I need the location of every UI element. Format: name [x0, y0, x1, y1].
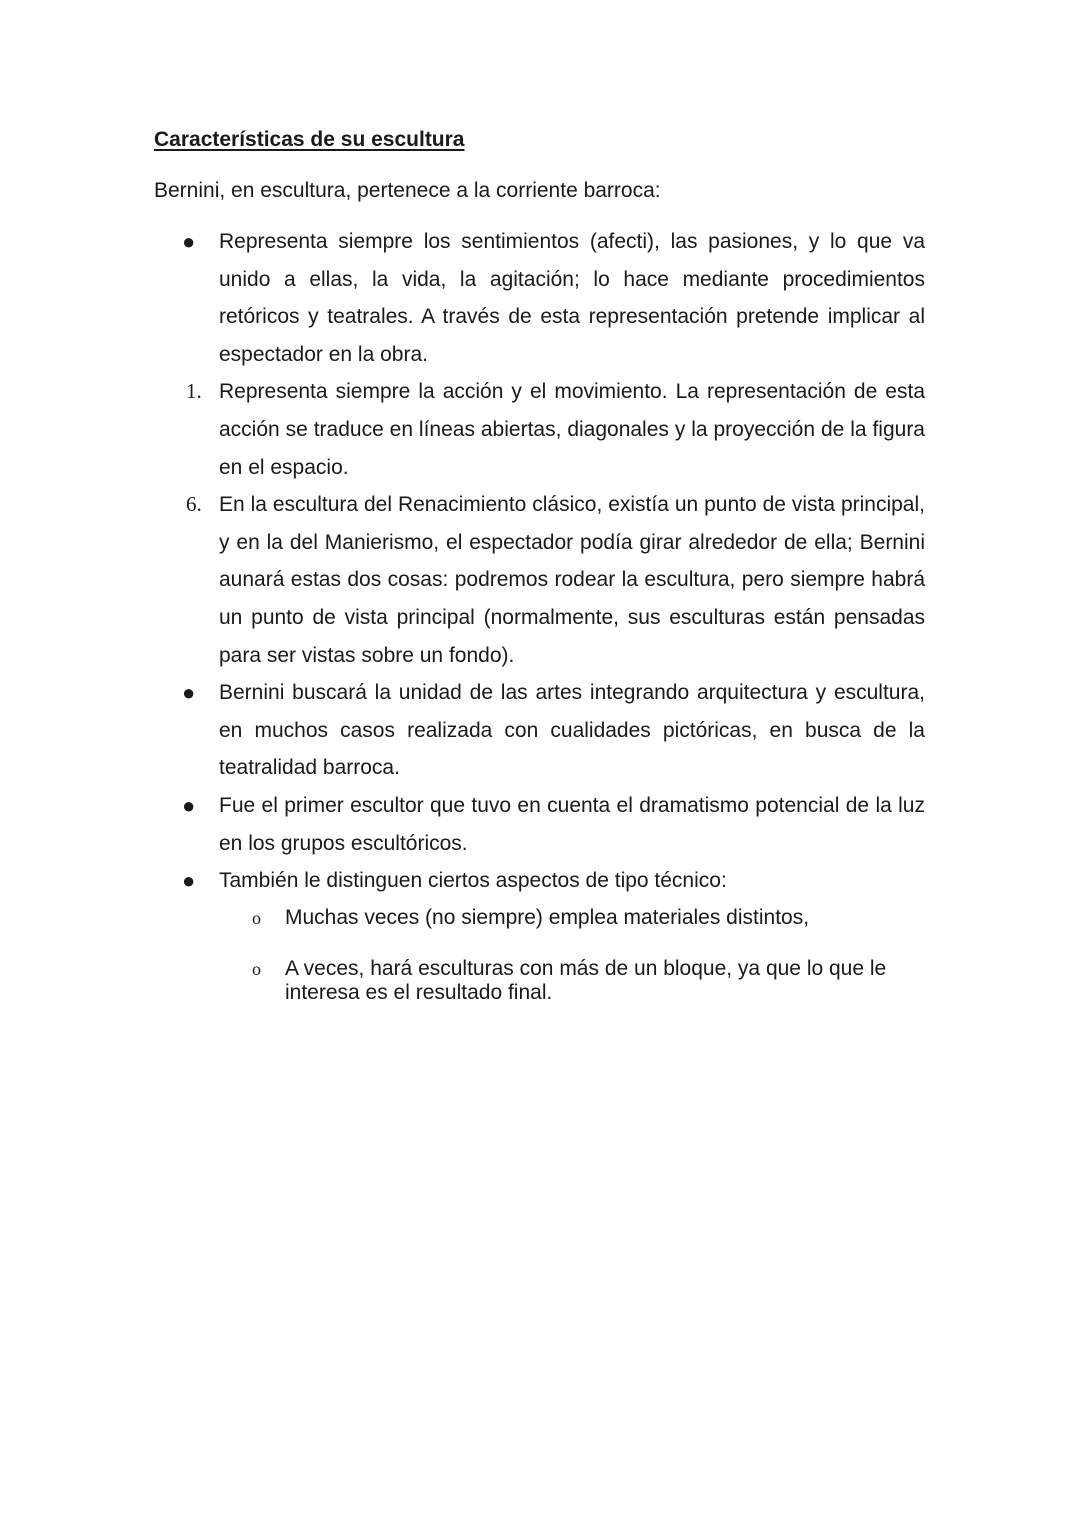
- list-item-text: Bernini buscará la unidad de las artes integrando arquitectura y escultura, en muchos casos realizada con cualidades pictóricas, en busca de la teatralidad barroca.: [219, 681, 925, 780]
- bullet-marker: ●: [182, 680, 196, 706]
- list-item: [0, 223, 1080, 373]
- bullet-marker: ●: [182, 229, 196, 254]
- list-item-text: También le distinguen ciertos aspectos de tipo técnico:: [219, 869, 727, 893]
- list-item: [0, 486, 1080, 674]
- sublist-item-text: A veces, hará esculturas con más de un bloque, ya que lo que le interesa es el resultado final.: [285, 956, 887, 1004]
- sub-bullet-marker: o: [252, 907, 261, 928]
- intro-paragraph: Bernini, en escultura, pertenece a la corriente barroca:: [154, 179, 661, 202]
- bullet-marker: ●: [182, 868, 196, 894]
- sublist-item: [0, 906, 1080, 930]
- list-item-text: Fue el primer escultor que tuvo en cuenta el dramatismo potencial de la luz en los grupos escultóricos.: [219, 793, 925, 855]
- list-item-text: Representa siempre la acción y el movimiento. La representación de esta acción se traduce en líneas abiertas, diagonales y la proyección de la figura en el espacio.: [219, 380, 925, 479]
- sub-bullet-marker: o: [252, 958, 261, 979]
- technical-aspects-sublist: [0, 906, 1080, 1005]
- list-item-text: En la escultura del Renacimiento clásico, existía un punto de vista principal, y en la del Manierismo, el espectador podía girar alrededor de ella; Bernini aunará estas dos cosas: podremos rodear la escultura, pero siempre habrá un punto de vista principal (normalmente, sus esculturas están pensadas para ser vistas sobre un fondo).: [219, 493, 925, 667]
- list-item: [0, 674, 1080, 787]
- list-item: [0, 862, 1080, 900]
- sublist-item-text: Muchas veces (no siempre) emplea materiales distintos,: [285, 905, 810, 929]
- bullet-marker: ●: [182, 792, 196, 818]
- sublist-item: [0, 957, 1080, 1005]
- number-marker: 6.: [186, 492, 202, 517]
- section-heading: Características de su escultura: [154, 128, 465, 151]
- list-item-text: Representa siempre los sentimientos (afecti), las pasiones, y lo que va unido a ellas, la vida, la agitación; lo hace mediante procedimientos retóricos y teatrales. A través de esta representación pretende implicar al espectador en la obra.: [219, 230, 925, 366]
- list-item: [0, 373, 1080, 486]
- list-item: [0, 787, 1080, 862]
- number-marker: 1.: [186, 379, 202, 404]
- characteristics-list: [0, 223, 1080, 1005]
